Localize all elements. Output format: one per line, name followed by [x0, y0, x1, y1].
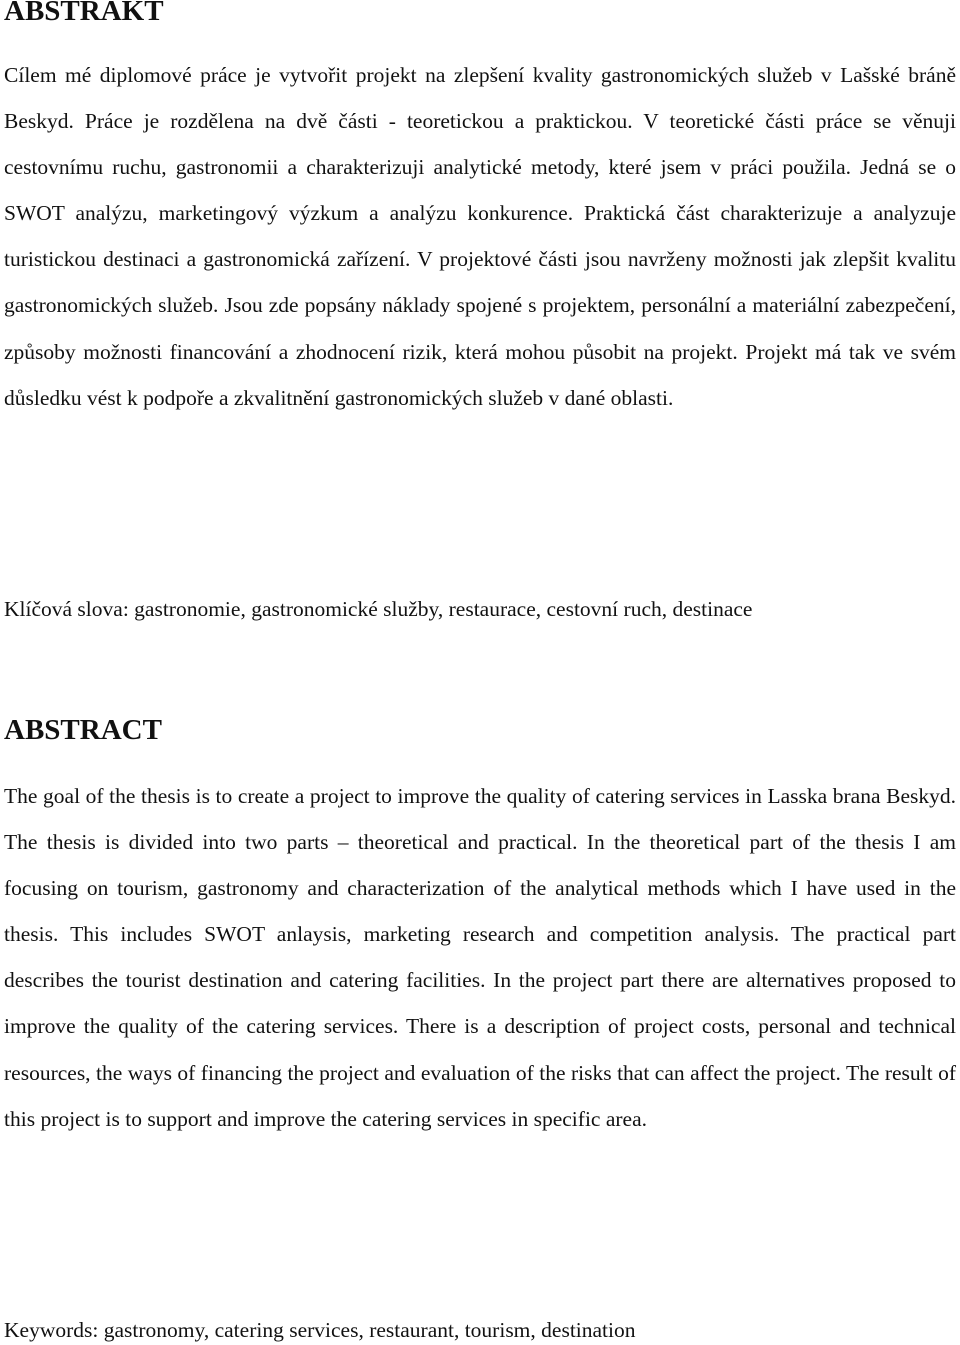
english-keywords: Keywords: gastronomy, catering services, restaurant, tourism, destination — [4, 1318, 636, 1342]
english-abstract-paragraph: The goal of the thesis is to create a project to improve the quality of catering services in Lasska brana Beskyd. The thesis is divided into two parts – theoretical and practical. In the theoretical part of the thesis I am focusing on tourism, gastronomy and characterization of the analytical methods which I have used in the thesis. This includes SWOT anlaysis, marketing research and competition analysis. The practical part describes the tourist destination and catering facilities. In the project part there are alternatives proposed to improve the quality of the catering services. There is a description of project costs, personal and technical resources, the ways of financing the project and evaluation of the risks that can affect the project. The result of this project is to support and improve the catering services in specific area. — [4, 784, 956, 1131]
czech-keywords: Klíčová slova: gastronomie, gastronomické služby, restaurace, cestovní ruch, destinace — [4, 597, 753, 621]
czech-abstract-heading: ABSTRAKT — [4, 0, 164, 27]
english-abstract-heading: ABSTRACT — [4, 714, 162, 746]
czech-abstract-paragraph: Cílem mé diplomové práce je vytvořit projekt na zlepšení kvality gastronomických služeb v Lašské bráně Beskyd. Práce je rozdělena na dvě části - teoretickou a praktickou. V teoretické části práce se věnuji cestovnímu ruchu, gastronomii a charakterizuji analytické metody, které jsem v práci použila. Jedná se o SWOT analýzu, marketingový výzkum a analýzu konkurence. Praktická část charakterizuje a analyzuje turistickou destinaci a gastronomická zařízení. V projektové části jsou navrženy možnosti jak zlepšit kvalitu gastronomických služeb. Jsou zde popsány náklady spojené s projektem, personální a materiální zabezpečení, způsoby možnosti financování a zhodnocení rizik, která mohou působit na projekt. Projekt má tak ve svém důsledku vést k podpoře a zkvalitnění gastronomických služeb v dané oblasti. — [4, 63, 956, 410]
